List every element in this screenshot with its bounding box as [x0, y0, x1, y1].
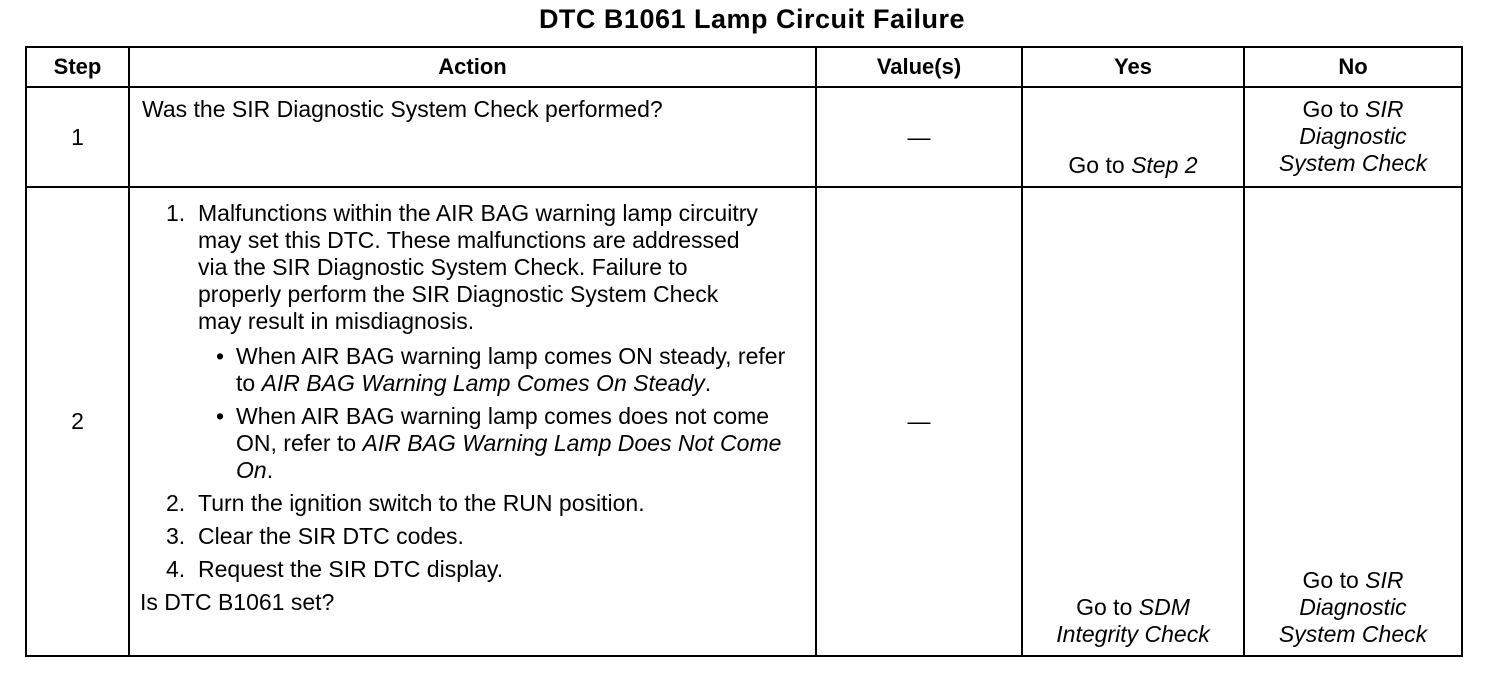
yes-link[interactable]: Step 2: [1131, 152, 1198, 178]
no-link-line-2[interactable]: Diagnostic: [1299, 594, 1407, 620]
value-dash: —: [907, 123, 931, 150]
action-steps-list: [140, 200, 815, 583]
no-link-line-2[interactable]: Diagnostic: [1299, 123, 1407, 149]
header-no: No: [1244, 47, 1462, 87]
yes-link-line-1[interactable]: SDM: [1138, 594, 1190, 620]
no-link-line-3[interactable]: System Check: [1278, 621, 1428, 647]
diagnostic-table: [25, 46, 1463, 657]
sub-bullet-list: [198, 343, 815, 484]
no-prefix: Go to: [1302, 96, 1366, 122]
action-cell: [129, 87, 816, 187]
value-cell: [816, 87, 1022, 187]
list-item: [140, 556, 815, 583]
bullet-item: [198, 403, 815, 484]
bullet-link[interactable]: AIR BAG Warning Lamp Comes On Steady: [261, 370, 705, 396]
item-number: 1.: [166, 200, 186, 226]
no-link-line-1[interactable]: SIR: [1365, 96, 1404, 122]
table-header-row: [26, 47, 1462, 87]
bullet-text: When AIR BAG warning lamp comes ON steady, refer to: [236, 343, 786, 396]
step-number: 2: [71, 408, 84, 434]
no-prefix: Go to: [1302, 567, 1366, 593]
no-link-line-3[interactable]: System Check: [1278, 150, 1428, 176]
item-text: Clear the SIR DTC codes.: [198, 523, 464, 549]
page-title: DTC B1061 Lamp Circuit Failure: [538, 4, 966, 34]
bullet-end: .: [704, 370, 712, 396]
step-cell: [26, 187, 129, 656]
bullet-end: .: [266, 457, 274, 483]
item-text: Request the SIR DTC display.: [198, 556, 504, 582]
header-step: Step: [26, 47, 129, 87]
action-cell: [129, 187, 816, 656]
item-text: Malfunctions within the AIR BAG warning lamp circuitry may set this DTC. These malfunctions are addressed via the SIR Diagnostic System Check. Failure to properly perform the SIR Diagnostic System Check may result in misdiagnosis.: [198, 200, 758, 334]
no-link-line-1[interactable]: SIR: [1365, 567, 1404, 593]
item-number: 4.: [166, 556, 186, 582]
action-question: Was the SIR Diagnostic System Check performed?: [142, 96, 663, 122]
item-text: Turn the ignition switch to the RUN position.: [198, 490, 645, 516]
step-cell: [26, 87, 129, 187]
list-item: [140, 523, 815, 550]
bullet-link[interactable]: AIR BAG Warning Lamp Does Not Come On: [236, 430, 782, 483]
bullet-item: [198, 343, 815, 397]
bullet-icon: •: [216, 403, 225, 429]
header-action: Action: [129, 47, 816, 87]
bullet-icon: •: [216, 343, 225, 369]
table-row: [26, 187, 1462, 656]
yes-cell: [1022, 187, 1244, 656]
list-item: [140, 490, 815, 517]
value-cell: [816, 187, 1022, 656]
no-cell: [1244, 187, 1462, 656]
header-values: Value(s): [816, 47, 1022, 87]
item-number: 3.: [166, 523, 186, 549]
item-number: 2.: [166, 490, 186, 516]
step-number: 1: [71, 123, 84, 150]
action-question: Is DTC B1061 set?: [140, 589, 335, 615]
header-yes: Yes: [1022, 47, 1244, 87]
yes-link-line-2[interactable]: Integrity Check: [1056, 621, 1210, 647]
no-cell: [1244, 87, 1462, 187]
bullet-text: When AIR BAG warning lamp comes does not come ON, refer to: [236, 403, 770, 456]
yes-prefix: Go to: [1076, 594, 1139, 620]
yes-cell: [1022, 87, 1244, 187]
value-dash: —: [907, 408, 931, 434]
yes-prefix: Go to: [1068, 152, 1132, 178]
list-item: [140, 200, 815, 484]
table-row: [26, 87, 1462, 187]
